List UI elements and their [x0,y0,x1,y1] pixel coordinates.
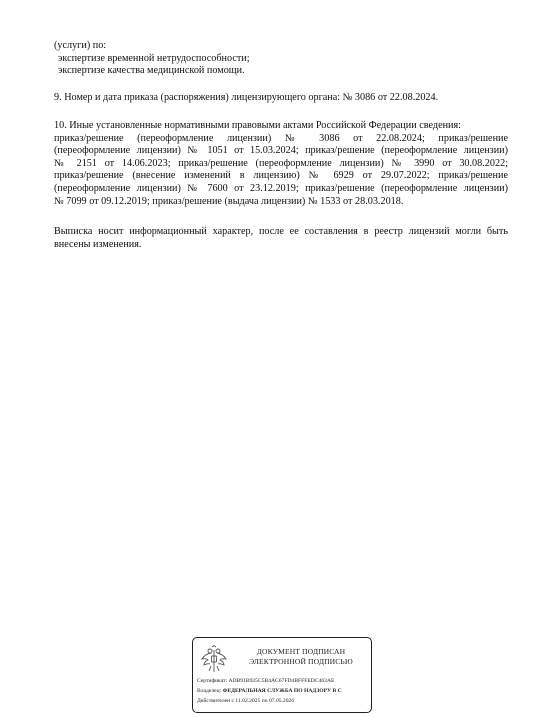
item-10-line: (переоформление лицензии) № 7600 от 23.12.2019; приказ/решение (переоформление лицензии) [54,182,508,194]
validity-row [197,698,294,705]
stamp-title-line-2: ЭЛЕКТРОННОЙ ПОДПИСЬЮ [249,657,353,666]
disclaimer [54,226,508,251]
service-item: экспертизе временной нетрудоспособности; [58,52,250,64]
item-10-line: 10. Иные установленные нормативными правовыми актами Российской Федерации сведения: [54,120,462,131]
disclaimer-line: Выписка носит информационный характер, после ее составления в реестр лицензий могли быть [54,226,508,237]
item-10-line: приказ/решение (внесение изменений в лицензию) № 6929 от 29.07.2022; приказ/решение [54,170,508,182]
certificate-value: ADB91B925C5B4AC67FD4BFFFEDC463AE [228,678,335,684]
item-10-line: приказ/решение (переоформление лицензии) № 3086 от 22.08.2024; приказ/решение [54,132,508,144]
item-10-line: (переоформление лицензии) № 1051 от 15.03.2024; приказ/решение (переоформление лицензии) [54,145,508,157]
certificate-row [197,678,334,685]
item-10-line: № 2151 от 14.06.2023; приказ/решение (переоформление лицензии) № 3990 от 30.08.2022; [54,157,508,169]
validity-text: Действителен с 11.02.2025 по 07.05.2026 [197,698,295,704]
owner-row [197,688,342,695]
stamp-title-line-1: ДОКУМЕНТ ПОДПИСАН [256,647,346,656]
electronic-signature-stamp [192,637,372,713]
owner-label: Владелец: [197,688,222,694]
item-10 [54,120,508,208]
owner-value: ФЕДЕРАЛЬНАЯ СЛУЖБА ПО НАДЗОРУ В С [222,688,342,694]
stamp-title [233,647,369,667]
item-10-line: № 7099 от 09.12.2019; приказ/решение (выдача лицензии) № 1533 от 28.03.2018. [54,195,404,207]
services-tail: (услуги) по: [54,40,107,51]
service-item: экспертизе качества медицинской помощи. [58,65,245,77]
disclaimer-line: внесены изменения. [54,238,142,250]
item-9 [54,92,508,105]
double-headed-eagle-emblem-icon [199,644,229,674]
certificate-label: Сертификат: [197,678,228,684]
item-9-text: 9. Номер и дата приказа (распоряжения) лицензирующего органа: № 3086 от 22.08.2024. [54,92,439,103]
services-section [54,40,508,78]
